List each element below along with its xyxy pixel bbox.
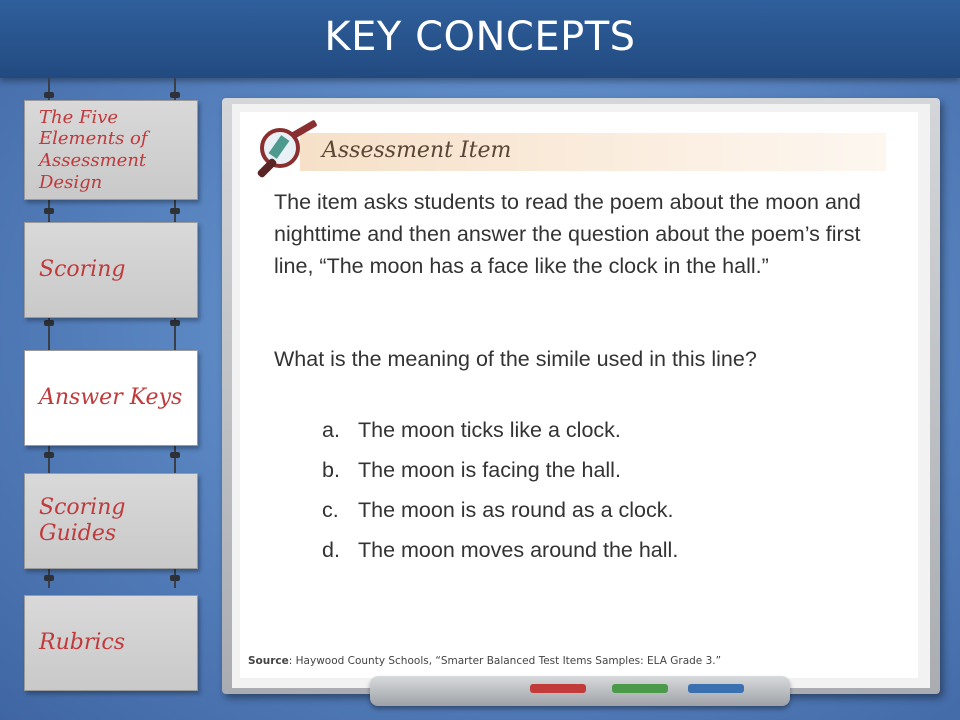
item-description: The item asks students to read the poem about the moon and nighttime and then answer the question about the poem’s first line, “The moon has a face like the clock in the hall.”	[274, 190, 861, 278]
answer-options-list	[322, 410, 678, 570]
peg	[170, 92, 180, 98]
sidebar-item-rubrics[interactable]	[24, 595, 198, 691]
sidebar-item-five-elements[interactable]	[24, 100, 198, 200]
sidebar-item-label: Scoring	[39, 256, 126, 282]
sidebar-item-label: Scoring Guides	[39, 494, 126, 546]
sidebar-item-label: Assessment Design	[39, 150, 147, 193]
sidebar-item-scoring-guides[interactable]	[24, 473, 198, 569]
peg	[170, 320, 180, 326]
answer-option	[322, 410, 678, 450]
peg	[44, 452, 54, 458]
answer-option	[322, 450, 678, 490]
answer-option	[322, 490, 678, 530]
option-letter: d.	[322, 538, 340, 562]
sidebar-item-scoring[interactable]	[24, 222, 198, 318]
peg	[170, 575, 180, 581]
sidebar-item-label: The Five Elements of	[39, 106, 148, 150]
source-text: : Haywood County Schools, “Smarter Balanced Test Items Samples: ELA Grade 3.”	[288, 655, 722, 667]
option-text: The moon is as round as a clock.	[358, 498, 674, 522]
sidebar-item-label: Rubrics	[39, 629, 125, 655]
peg	[170, 208, 180, 214]
option-letter: c.	[322, 498, 339, 522]
source-label: Source	[248, 655, 289, 667]
peg	[170, 452, 180, 458]
answer-option	[322, 530, 678, 570]
option-text: The moon ticks like a clock.	[358, 418, 621, 442]
peg	[44, 575, 54, 581]
peg	[44, 92, 54, 98]
option-letter: b.	[322, 458, 340, 482]
sidebar-item-label: Answer Keys	[39, 384, 183, 410]
option-text: The moon moves around the hall.	[358, 538, 679, 562]
green-marker-icon	[612, 684, 668, 693]
source-citation	[248, 655, 721, 667]
sidebar-item-answer-keys[interactable]	[24, 350, 198, 446]
blue-marker-icon	[688, 684, 744, 693]
peg	[44, 320, 54, 326]
peg	[44, 208, 54, 214]
red-marker-icon	[530, 684, 586, 693]
top-banner	[0, 0, 960, 78]
option-letter: a.	[322, 418, 340, 442]
magnifier-pencil-icon	[250, 120, 322, 186]
option-text: The moon is facing the hall.	[358, 458, 621, 482]
assessment-item-label: Assessment Item	[322, 138, 512, 163]
page-title: KEY CONCEPTS	[324, 14, 636, 60]
item-question: What is the meaning of the simile used in this line?	[274, 347, 757, 371]
